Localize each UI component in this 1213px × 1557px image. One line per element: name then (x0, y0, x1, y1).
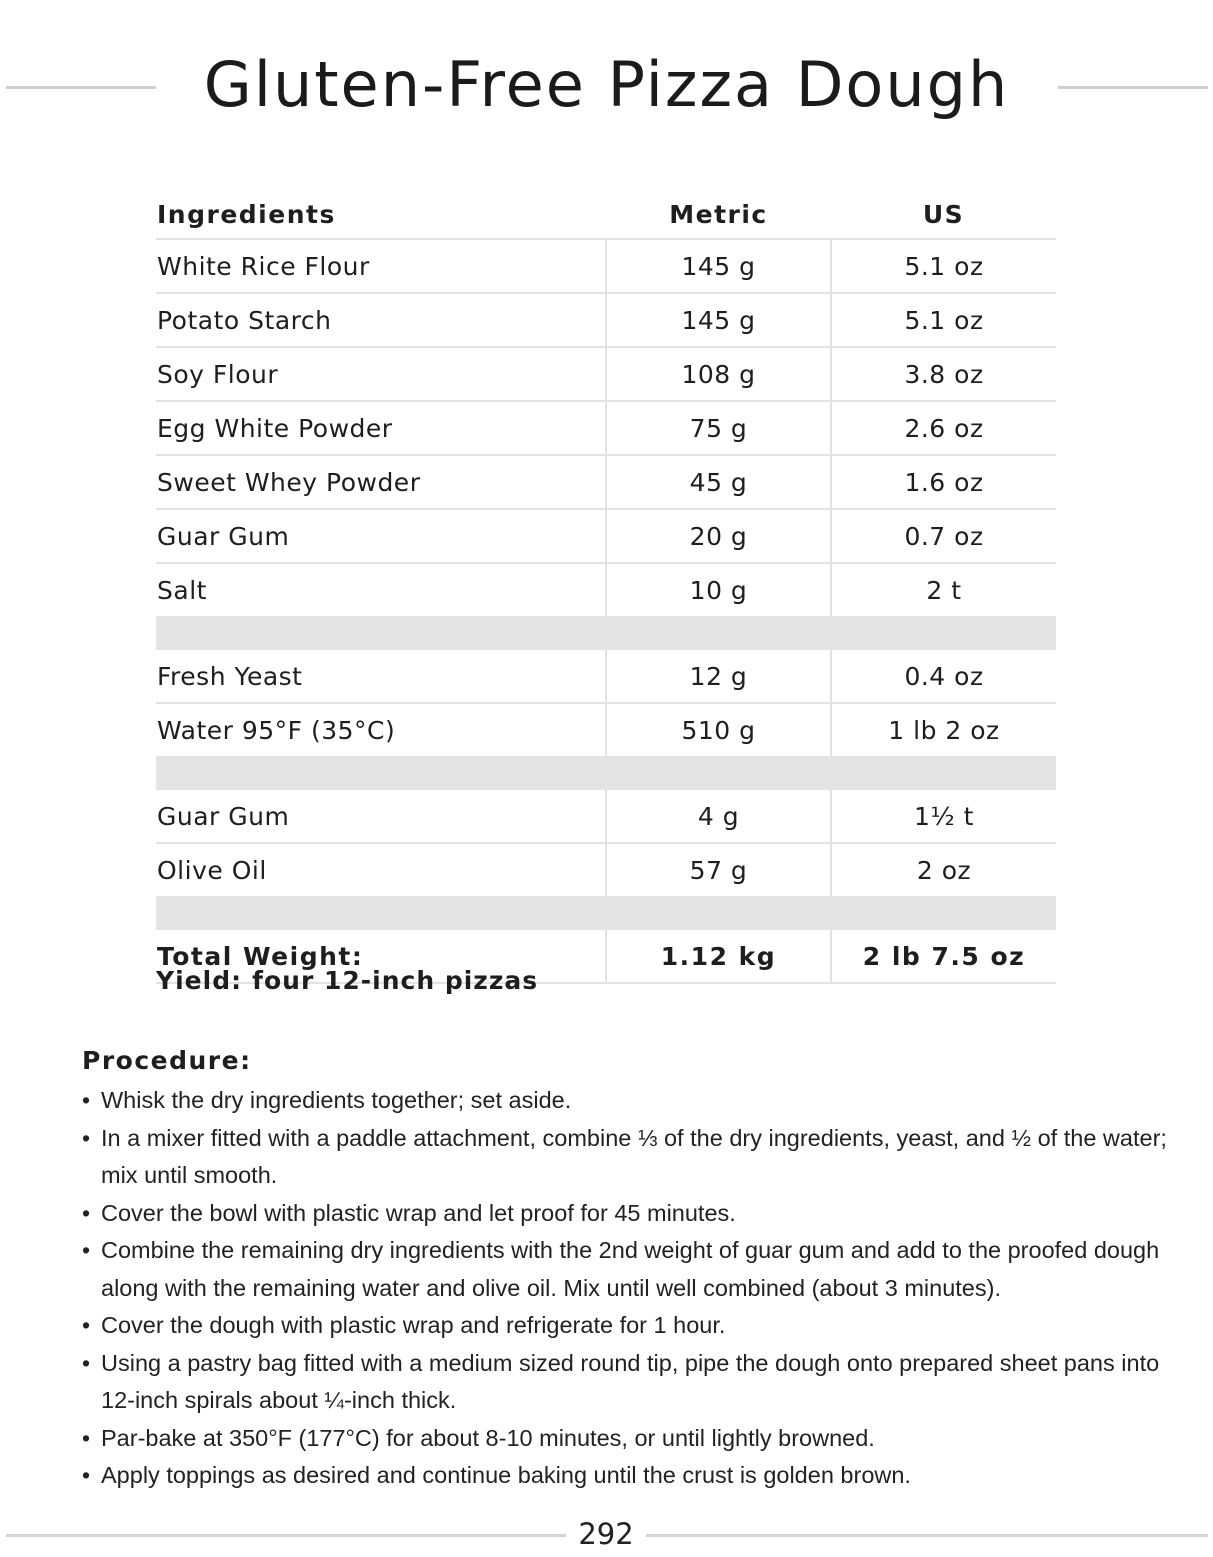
footer-rule-left (6, 1534, 566, 1537)
table-row (156, 293, 1056, 347)
title-row (0, 40, 1213, 136)
procedure-title: Procedure: (82, 1046, 252, 1075)
table-row (156, 455, 1056, 509)
ingredients-table (156, 190, 1056, 984)
procedure-steps (82, 1082, 1172, 1495)
title-rule-right (1058, 86, 1208, 89)
total-weight-label: Total Weight: (156, 929, 606, 983)
yield-line (156, 966, 538, 995)
table-header-row (156, 190, 1056, 239)
table-row (156, 563, 1056, 617)
ingredient-metric: 145 g (606, 293, 831, 347)
ingredient-name: Guar Gum (156, 509, 606, 563)
procedure-step-text: Cover the dough with plastic wrap and refrigerate for 1 hour. (101, 1312, 726, 1338)
yield-label: Yield: (156, 966, 243, 995)
bullet-icon: • (82, 1237, 91, 1263)
ingredient-us: 5.1 oz (831, 293, 1056, 347)
bullet-icon: • (82, 1462, 91, 1488)
total-weight-us: 2 lb 7.5 oz (831, 929, 1056, 983)
yield-value: four 12-inch pizzas (252, 966, 539, 995)
table-row (156, 347, 1056, 401)
procedure-step-text: Par-bake at 350°F (177°C) for about 8-10 minutes, or until lightly browned. (101, 1424, 875, 1451)
procedure-step (82, 1195, 1172, 1233)
procedure-step (82, 1232, 1172, 1307)
procedure-step-text: Cover the bowl with plastic wrap and let proof for 45 minutes. (101, 1199, 736, 1226)
ingredient-us: 1½ t (831, 789, 1056, 843)
ingredient-name: Soy Flour (156, 347, 606, 401)
header-metric: Metric (606, 190, 831, 239)
ingredient-metric: 20 g (606, 509, 831, 563)
ingredient-metric: 12 g (606, 649, 831, 703)
ingredient-metric: 75 g (606, 401, 831, 455)
header-ingredients: Ingredients (156, 190, 606, 239)
procedure-step (82, 1082, 1172, 1120)
ingredient-name: Potato Starch (156, 293, 606, 347)
ingredient-name: Salt (156, 563, 606, 617)
ingredient-metric: 108 g (606, 347, 831, 401)
table-spacer-row (156, 617, 1056, 649)
table-row (156, 509, 1056, 563)
bullet-icon: • (82, 1087, 91, 1113)
ingredient-us: 0.4 oz (831, 649, 1056, 703)
table-row (156, 239, 1056, 293)
ingredient-name: Fresh Yeast (156, 649, 606, 703)
ingredient-us: 0.7 oz (831, 509, 1056, 563)
procedure-step (82, 1307, 1172, 1345)
page-title: Gluten-Free Pizza Dough (203, 48, 1010, 121)
ingredient-metric: 510 g (606, 703, 831, 757)
ingredient-us: 5.1 oz (831, 239, 1056, 293)
procedure-step-text: Apply toppings as desired and continue baking until the crust is golden brown. (101, 1462, 911, 1488)
ingredient-metric: 145 g (606, 239, 831, 293)
procedure-step-text: Using a pastry bag fitted with a medium sized round tip, pipe the dough onto prepared sheet pans into 12-inch spirals about ¼-inch thick. (101, 1349, 1160, 1413)
procedure-step (82, 1120, 1172, 1195)
ingredient-us: 2 t (831, 563, 1056, 617)
table-spacer-row (156, 757, 1056, 789)
footer-rule-right (646, 1534, 1208, 1537)
procedure-step-text: In a mixer fitted with a paddle attachment, combine ⅓ of the dry ingredients, yeast, and ½ of the water; mix until smooth. (101, 1124, 1167, 1188)
ingredient-metric: 4 g (606, 789, 831, 843)
procedure-step-text: Combine the remaining dry ingredients with the 2nd weight of guar gum and add to the proofed dough along with the remaining water and olive oil. Mix until well combined (about 3 minutes). (101, 1237, 1160, 1301)
ingredient-us: 1.6 oz (831, 455, 1056, 509)
ingredient-name: Olive Oil (156, 843, 606, 897)
procedure-step (82, 1457, 1172, 1495)
ingredient-metric: 57 g (606, 843, 831, 897)
page-footer (0, 1515, 1213, 1555)
header-us: US (831, 190, 1056, 239)
procedure-step (82, 1420, 1172, 1458)
ingredient-us: 1 lb 2 oz (831, 703, 1056, 757)
bullet-icon: • (82, 1312, 91, 1338)
table-row (156, 789, 1056, 843)
ingredient-us: 3.8 oz (831, 347, 1056, 401)
table-row (156, 649, 1056, 703)
procedure-step-text: Whisk the dry ingredients together; set aside. (101, 1087, 572, 1113)
ingredient-name: Sweet Whey Powder (156, 455, 606, 509)
ingredient-name: White Rice Flour (156, 239, 606, 293)
ingredient-name: Water 95°F (35°C) (156, 703, 606, 757)
table-row (156, 843, 1056, 897)
ingredient-name: Egg White Powder (156, 401, 606, 455)
ingredient-name: Guar Gum (156, 789, 606, 843)
bullet-icon: • (82, 1424, 91, 1451)
ingredient-metric: 45 g (606, 455, 831, 509)
ingredient-us: 2 oz (831, 843, 1056, 897)
table-row (156, 401, 1056, 455)
bullet-icon: • (82, 1124, 91, 1151)
ingredient-metric: 10 g (606, 563, 831, 617)
ingredient-us: 2.6 oz (831, 401, 1056, 455)
table-spacer-row (156, 897, 1056, 929)
table-row (156, 703, 1056, 757)
bullet-icon: • (82, 1349, 91, 1376)
title-rule-left (6, 86, 156, 89)
total-weight-metric: 1.12 kg (606, 929, 831, 983)
page-number: 292 (578, 1517, 634, 1551)
bullet-icon: • (82, 1199, 91, 1226)
procedure-step (82, 1345, 1172, 1420)
